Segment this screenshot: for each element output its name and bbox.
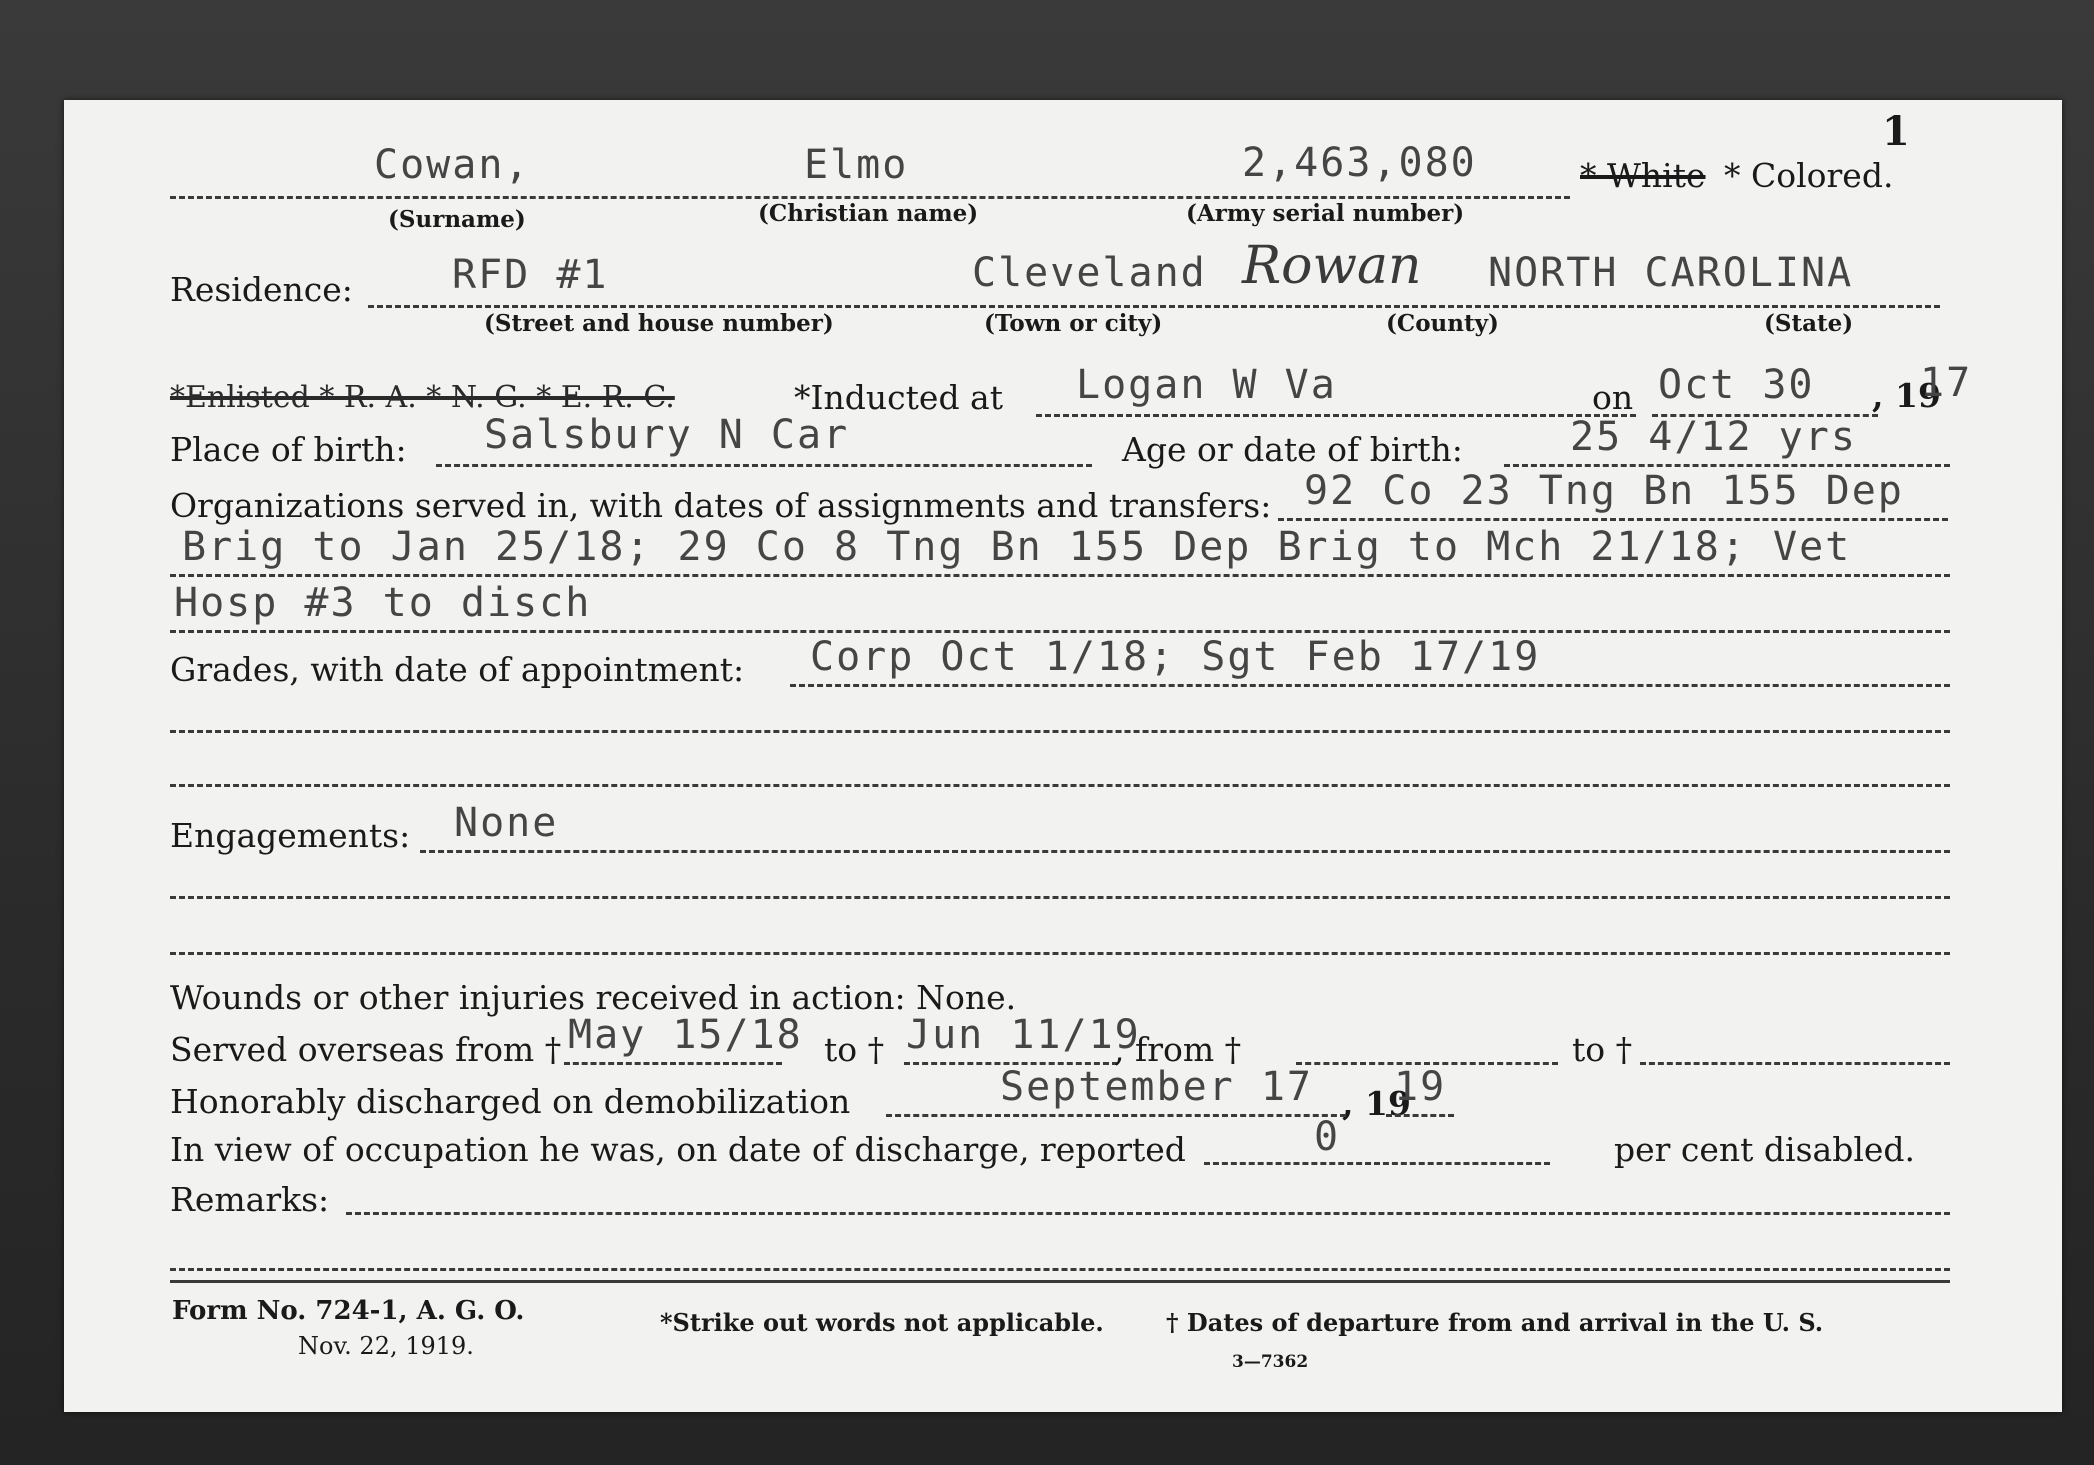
remarks-label: Remarks: — [170, 1180, 330, 1219]
form-date: Nov. 22, 1919. — [298, 1332, 474, 1360]
organizations-line3 — [170, 630, 1950, 633]
organizations-line1-value: 92 Co 23 Tng Bn 155 Dep — [1304, 468, 1904, 514]
street-caption: (Street and house number) — [484, 310, 834, 337]
footer-rule — [170, 1280, 1950, 1283]
inducted-place-value: Logan W Va — [1076, 362, 1337, 408]
overseas-from-value: May 15/18 — [568, 1012, 803, 1058]
residence-town-value: Cleveland — [972, 250, 1207, 296]
discharge-date-value: September 17 — [1000, 1064, 1313, 1110]
inducted-year-value: 17 — [1920, 360, 1973, 406]
race-colored: * Colored. — [1724, 156, 1894, 195]
county-caption: (County) — [1386, 310, 1499, 337]
christian-name-caption: (Christian name) — [758, 200, 979, 227]
serial-number-caption: (Army serial number) — [1186, 200, 1465, 227]
engagements-value: None — [454, 800, 559, 846]
overseas-to2-label: to † — [1572, 1030, 1633, 1069]
enlisted-struck: *Enlisted * R. A. * N. G. * E. R. C. — [170, 380, 675, 415]
age-line — [1504, 464, 1950, 467]
engagements-line1 — [420, 850, 1950, 853]
disability-line — [1204, 1162, 1550, 1165]
organizations-line1 — [1278, 518, 1948, 521]
residence-line — [368, 305, 1940, 308]
grades-label: Grades, with date of appointment: — [170, 650, 745, 689]
overseas-from-line — [564, 1062, 782, 1065]
inducted-label: *Inducted at — [794, 378, 1003, 417]
age-label: Age or date of birth: — [1122, 430, 1463, 469]
residence-label: Residence: — [170, 270, 353, 309]
birth-place-label: Place of birth: — [170, 430, 407, 469]
overseas-from2-label: , from † — [1114, 1030, 1242, 1069]
print-code: 3—7362 — [1232, 1352, 1309, 1372]
page-number: 1 — [1882, 108, 1910, 155]
remarks-line1 — [346, 1212, 1950, 1215]
birth-place-value: Salsbury N Car — [484, 412, 850, 458]
service-record-card — [64, 100, 2062, 1412]
form-number: Form No. 724-1, A. G. O. — [172, 1296, 525, 1326]
residence-street-value: RFD #1 — [452, 252, 609, 298]
grades-value: Corp Oct 1/18; Sgt Feb 17/19 — [810, 634, 1541, 680]
remarks-line2 — [170, 1268, 1950, 1271]
discharge-year-value: 19 — [1394, 1064, 1447, 1110]
organizations-line3-value: Hosp #3 to disch — [174, 580, 592, 626]
serial-number-value: 2,463,080 — [1242, 140, 1477, 186]
grades-line3 — [170, 784, 1950, 787]
christian-name-value: Elmo — [804, 142, 909, 188]
overseas-to-value: Jun 11/19 — [906, 1012, 1141, 1058]
discharge-date-line — [886, 1114, 1346, 1117]
residence-state-value: NORTH CAROLINA — [1488, 250, 1854, 296]
town-caption: (Town or city) — [984, 310, 1163, 337]
engagements-label: Engagements: — [170, 816, 411, 855]
residence-county-handwritten: Rowan — [1242, 236, 1422, 296]
dates-note: † Dates of departure from and arrival in the U. S. — [1166, 1308, 1824, 1337]
organizations-line2-value: Brig to Jan 25/18; 29 Co 8 Tng Bn 155 Dep Brig to Mch 21/18; Vet — [182, 524, 1852, 570]
surname-value: Cowan, — [374, 142, 531, 188]
disability-value: 0 — [1314, 1114, 1341, 1160]
surname-caption: (Surname) — [388, 206, 526, 233]
organizations-line2 — [170, 574, 1950, 577]
discharge-label: Honorably discharged on demobilization — [170, 1082, 851, 1121]
state-caption: (State) — [1764, 310, 1854, 337]
grades-line1 — [790, 684, 1950, 687]
grades-line2 — [170, 730, 1950, 733]
inducted-year-prefix: , 19 — [1872, 376, 1941, 415]
engagements-line2 — [170, 896, 1950, 899]
engagements-line3 — [170, 952, 1950, 955]
race-white-struck: * White — [1580, 156, 1706, 195]
on-label: on — [1592, 378, 1634, 417]
wounds-text: Wounds or other injuries received in action: None. — [170, 978, 1017, 1017]
strike-note: *Strike out words not applicable. — [660, 1308, 1104, 1337]
birth-place-line — [436, 464, 1092, 467]
age-value: 25 4/12 yrs — [1570, 414, 1857, 460]
organizations-label: Organizations served in, with dates of assignments and transfers: — [170, 486, 1272, 525]
discharge-year-prefix: , 19 — [1342, 1084, 1411, 1123]
disability-label: In view of occupation he was, on date of discharge, reported — [170, 1130, 1186, 1169]
overseas-label: Served overseas from † — [170, 1030, 562, 1069]
disability-suffix: per cent disabled. — [1614, 1130, 1916, 1169]
inducted-date-value: Oct 30 — [1658, 362, 1815, 408]
inducted-line — [1036, 414, 1636, 417]
name-line — [170, 196, 1570, 199]
overseas-to-label: to † — [824, 1030, 885, 1069]
discharge-year-line — [1386, 1114, 1454, 1117]
overseas-to2-line — [1640, 1062, 1950, 1065]
